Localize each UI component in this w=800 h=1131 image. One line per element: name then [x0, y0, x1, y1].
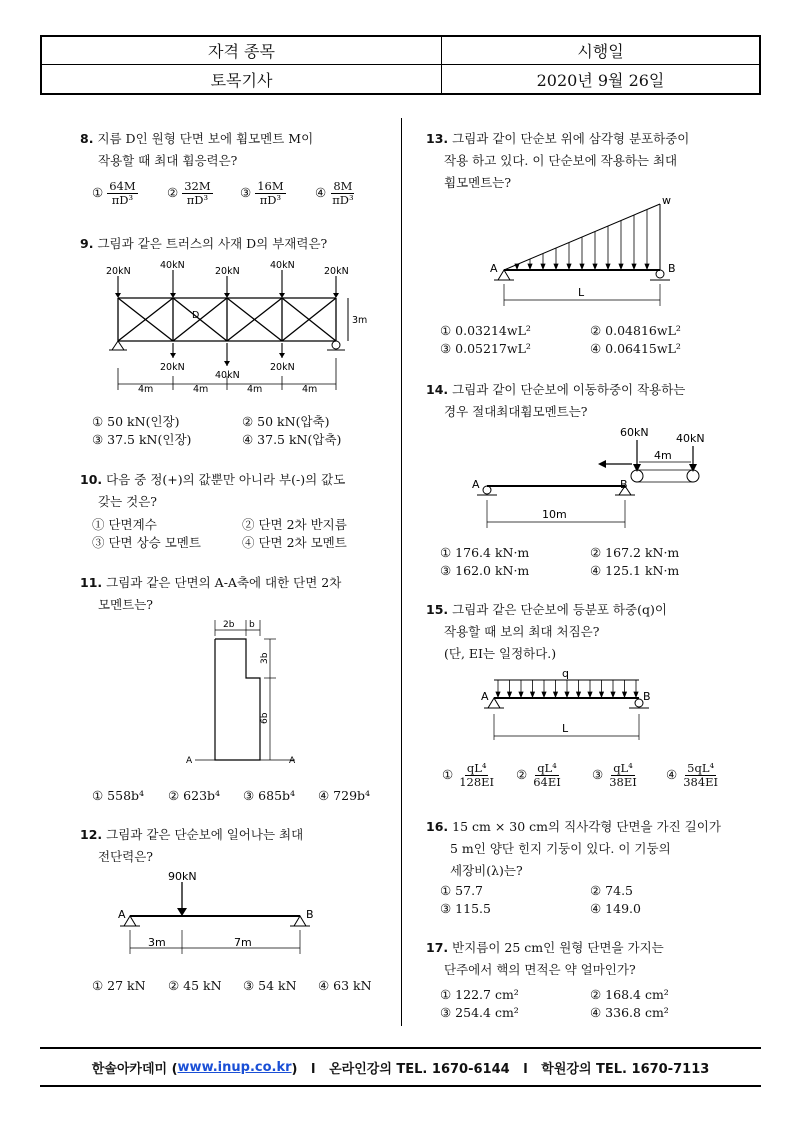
- q13-option-1[interactable]: ① 0.03214wL²: [440, 323, 531, 338]
- denominator: πD³: [332, 193, 354, 207]
- load-arrow-head: [634, 692, 638, 697]
- question-text-line2: 작용할 때 보의 최대 처짐은?: [444, 624, 600, 639]
- section-figure: [180, 612, 310, 770]
- support-a-label: A: [490, 262, 498, 275]
- truss-load-top-5: 20kN: [324, 266, 349, 277]
- question-text: 지름 D인 원형 단면 보에 휨모멘트 M이: [97, 131, 314, 146]
- udl-beam-figure: [476, 666, 666, 746]
- load-arrow-head: [606, 264, 610, 269]
- q13-option-3[interactable]: ③ 0.05217wL²: [440, 341, 531, 356]
- load-60kn-label: 60kN: [620, 426, 649, 439]
- axis-label-left: A: [186, 756, 193, 766]
- q12-option-3[interactable]: ③ 54 kN: [243, 978, 297, 993]
- load-arrow-head: [580, 264, 584, 269]
- q15-option-4[interactable]: [666, 762, 720, 789]
- q8-option-1[interactable]: [92, 180, 138, 207]
- question-text-line2: 작용할 때 최대 휨응력은?: [98, 153, 238, 168]
- direction-arrow-icon: [598, 460, 606, 468]
- load-arrow-head: [567, 264, 571, 269]
- gap-label: 4m: [654, 449, 672, 462]
- q14-option-4[interactable]: ④ 125.1 kN·m: [590, 563, 680, 578]
- q13-option-2[interactable]: ② 0.04816wL²: [590, 323, 681, 338]
- q16-option-3[interactable]: ③ 115.5: [440, 901, 491, 916]
- span-label: 10m: [542, 508, 567, 521]
- denominator: 38EI: [609, 775, 637, 789]
- header-col2-label: 시행일: [577, 42, 624, 61]
- question-9: [80, 233, 390, 255]
- question-text-line2: 전단력은?: [98, 849, 154, 864]
- question-text-line2: 작용 하고 있다. 이 단순보에 작용하는 최대: [444, 153, 678, 168]
- load-arrow-head: [531, 692, 535, 697]
- q17-option-1[interactable]: ① 122.7 cm²: [440, 987, 519, 1002]
- truss-load-top-4: 40kN: [270, 260, 295, 271]
- truss-load-bottom-1: 20kN: [160, 362, 185, 373]
- question-text-line2: 5 m인 양단 힌지 기둥이 있다. 이 기둥의: [450, 841, 671, 856]
- q10-option-3[interactable]: ③ 단면 상승 모멘트: [92, 535, 201, 550]
- load-40kn-label: 40kN: [676, 432, 705, 445]
- option-mark: ③: [240, 185, 252, 200]
- q14-option-1[interactable]: ① 176.4 kN·m: [440, 545, 530, 560]
- width-label-2b: 2b: [223, 620, 235, 630]
- question-text: 그림과 같은 단순보에 등분포 하중(q)이: [452, 602, 667, 617]
- q14-option-3[interactable]: ③ 162.0 kN·m: [440, 563, 530, 578]
- pin-support-icon: [112, 341, 124, 350]
- q16-option-1[interactable]: ① 57.7: [440, 883, 484, 898]
- support-a-label: A: [118, 908, 126, 921]
- q15-option-2[interactable]: [516, 762, 563, 789]
- question-14: [426, 379, 756, 423]
- numerator: qL⁴: [613, 761, 633, 775]
- q16-option-2[interactable]: ② 74.5: [590, 883, 634, 898]
- footer-academy: 한솔아카데미 (: [91, 1061, 178, 1077]
- q17-option-3[interactable]: ③ 254.4 cm²: [440, 1005, 519, 1020]
- question-text: 그림과 같이 단순보에 이동하중이 작용하는: [452, 382, 686, 397]
- q16-option-4[interactable]: ④ 149.0: [590, 901, 641, 916]
- fraction: [330, 180, 355, 207]
- q8-option-2[interactable]: [167, 180, 213, 207]
- pin-support-icon: [483, 486, 491, 494]
- fraction: [255, 180, 285, 207]
- span-label: L: [578, 286, 585, 299]
- denominator: πD³: [186, 193, 209, 207]
- q17-option-2[interactable]: ② 168.4 cm²: [590, 987, 669, 1002]
- question-text-line2: 갖는 것은?: [98, 494, 157, 509]
- q11-option-4[interactable]: ④ 729b⁴: [318, 788, 371, 803]
- triangular-load-figure: [482, 190, 692, 312]
- question-number: 8.: [80, 131, 94, 146]
- header-date: 2020년 9월 26일: [536, 70, 665, 90]
- roller-support-icon: [635, 699, 643, 707]
- question-text: 그림과 같은 트러스의 사재 D의 부재력은?: [97, 236, 328, 251]
- q10-option-1[interactable]: ① 단면계수: [92, 517, 157, 532]
- option-mark: ④: [666, 767, 678, 782]
- width-label-b: b: [249, 620, 255, 630]
- question-number: 16.: [426, 819, 449, 834]
- truss-span-4: 4m: [302, 384, 318, 395]
- option-mark: ②: [167, 185, 179, 200]
- truss-figure: [90, 258, 380, 398]
- question-text: 그림과 같은 단순보에 일어나는 최대: [106, 827, 304, 842]
- q9-option-3[interactable]: ③ 37.5 kN(인장): [92, 432, 192, 447]
- header-subject: 토목기사: [210, 70, 273, 90]
- fraction: [457, 762, 496, 789]
- question-text-line2: 모멘트는?: [98, 597, 154, 612]
- distance-3m: 3m: [148, 936, 166, 949]
- numerator: 32M: [184, 179, 211, 193]
- truss-span-1: 4m: [138, 384, 154, 395]
- load-arrow-head: [600, 692, 604, 697]
- denominator: 384EI: [683, 775, 719, 789]
- support-b-label: B: [668, 262, 676, 275]
- q10-option-2[interactable]: ② 단면 2차 반지름: [242, 517, 347, 532]
- hinge-support-icon: [294, 916, 306, 926]
- question-15: [426, 599, 756, 665]
- option-mark: ①: [92, 185, 104, 200]
- load-arrow-head: [541, 264, 545, 269]
- numerator: 64M: [109, 179, 136, 193]
- question-number: 17.: [426, 940, 449, 955]
- option-mark: ④: [315, 185, 327, 200]
- question-text: 다음 중 정(+)의 값뿐만 아니라 부(-)의 값도: [106, 472, 346, 487]
- question-text: 그림과 같은 단면의 A-A축에 대한 단면 2차: [106, 575, 342, 590]
- q9-option-1[interactable]: ① 50 kN(인장): [92, 414, 180, 429]
- header-col1-label: 자격 종목: [208, 42, 275, 61]
- load-arrow-head: [577, 692, 581, 697]
- q14-option-2[interactable]: ② 167.2 kN·m: [590, 545, 680, 560]
- question-10: [80, 469, 390, 513]
- span-label: L: [562, 722, 569, 735]
- column-separator: [401, 118, 402, 1026]
- question-number: 13.: [426, 131, 449, 146]
- q13-option-4[interactable]: ④ 0.06415wL²: [590, 341, 681, 356]
- load-arrow-head: [508, 692, 512, 697]
- q12-option-2[interactable]: ② 45 kN: [168, 978, 222, 993]
- roller-support-icon: [332, 341, 340, 349]
- numerator: 8M: [333, 179, 353, 193]
- footer-website-link[interactable]: www.inup.co.kr: [177, 1059, 292, 1075]
- load-arrow-head: [611, 692, 615, 697]
- load-arrow-head: [496, 692, 500, 697]
- distributed-load-arrows: [496, 680, 638, 697]
- question-13: [426, 128, 756, 194]
- load-w-label: w: [662, 194, 671, 207]
- question-8: [80, 128, 390, 172]
- truss-member-label: D: [192, 310, 200, 321]
- question-number: 11.: [80, 575, 103, 590]
- truss-load-top-2: 40kN: [160, 260, 185, 271]
- truss-load-bottom-3: 20kN: [270, 362, 295, 373]
- load-arrow-head: [588, 692, 592, 697]
- fraction: [107, 180, 137, 207]
- numerator: qL⁴: [537, 761, 557, 775]
- q11-option-3[interactable]: ③ 685b⁴: [243, 788, 296, 803]
- section-outline: [215, 639, 260, 760]
- load-arrow-head: [565, 692, 569, 697]
- load-arrow-head: [645, 264, 649, 269]
- load-arrow-head: [542, 692, 546, 697]
- point-load-arrow-icon: [177, 908, 187, 916]
- support-b-label: B: [643, 690, 651, 703]
- q9-option-2[interactable]: ② 50 kN(압축): [242, 414, 330, 429]
- load-arrow-head: [554, 264, 558, 269]
- numerator: 5qL⁴: [687, 761, 715, 775]
- fraction: [681, 762, 720, 789]
- load-arrow-head: [623, 692, 627, 697]
- q11-option-2[interactable]: ② 623b⁴: [168, 788, 221, 803]
- q9-option-4[interactable]: ④ 37.5 kN(압축): [242, 432, 342, 447]
- distributed-load-arrows: [515, 210, 649, 270]
- truss-load-bottom-2: 40kN: [215, 370, 240, 381]
- fraction: [531, 762, 563, 789]
- truss-height-label: 3m: [352, 315, 368, 326]
- option-mark: ③: [592, 767, 604, 782]
- question-number: 15.: [426, 602, 449, 617]
- question-text: 반지름이 25 cm인 원형 단면을 가지는: [452, 940, 664, 955]
- load-label: 90kN: [168, 870, 197, 883]
- support-a-label: A: [481, 690, 489, 703]
- numerator: qL⁴: [466, 761, 487, 775]
- truss-load-top-3: 20kN: [215, 266, 240, 277]
- footer-contact: ) l 온라인강의 TEL. 1670-6144 l 학원강의 TEL. 1670-7113: [291, 1061, 710, 1077]
- load-arrow-head: [519, 692, 523, 697]
- distance-7m: 7m: [234, 936, 252, 949]
- question-number: 14.: [426, 382, 449, 397]
- question-17: [426, 937, 756, 981]
- load-arrow-head: [515, 264, 519, 269]
- truss-span-3: 4m: [247, 384, 263, 395]
- support-b-label: B: [620, 478, 628, 491]
- support-a-label: A: [472, 478, 480, 491]
- load-arrow-head: [632, 264, 636, 269]
- option-mark: ②: [516, 767, 528, 782]
- denominator: 128EI: [459, 775, 495, 789]
- q15-option-3[interactable]: [592, 762, 639, 789]
- fraction: [182, 180, 212, 207]
- question-text-line3: 세장비(λ)는?: [450, 863, 523, 878]
- question-text: 그림과 같이 단순보 위에 삼각형 분포하중이: [452, 131, 690, 146]
- denominator: πD³: [111, 193, 134, 207]
- q10-option-4[interactable]: ④ 단면 2차 모멘트: [242, 535, 347, 550]
- load-arrow-head: [528, 264, 532, 269]
- question-text-line2: 단주에서 핵의 면적은 약 얼마인가?: [444, 962, 636, 977]
- load-q-label: q: [562, 667, 569, 680]
- question-11: [80, 572, 390, 616]
- q12-option-4[interactable]: ④ 63 kN: [318, 978, 372, 993]
- footer-bar: [40, 1047, 761, 1087]
- moving-load-figure: [462, 422, 722, 534]
- load-arrow-head: [593, 264, 597, 269]
- question-number: 10.: [80, 472, 103, 487]
- pin-support-icon: [488, 698, 500, 708]
- beam-point-load-figure: [110, 868, 330, 960]
- q15-option-1[interactable]: [442, 762, 496, 789]
- denominator: 64EI: [533, 775, 561, 789]
- question-number: 12.: [80, 827, 103, 842]
- q12-option-1[interactable]: ① 27 kN: [92, 978, 146, 993]
- pin-support-icon: [124, 916, 136, 926]
- load-arrow-head: [554, 692, 558, 697]
- option-mark: ①: [442, 767, 454, 782]
- truss-load-top-1: 20kN: [106, 266, 131, 277]
- q8-option-3[interactable]: [240, 180, 286, 207]
- question-text-line2: 경우 절대최대휨모멘트는?: [444, 404, 588, 419]
- height-label-6b: 6b: [260, 712, 270, 724]
- fraction: [607, 762, 639, 789]
- question-text: 15 cm × 30 cm의 직사각형 단면을 가진 길이가: [452, 819, 721, 834]
- height-label-3b: 3b: [260, 652, 270, 664]
- pin-support-icon: [498, 270, 510, 280]
- question-12: [80, 824, 390, 868]
- header-table: [40, 35, 761, 95]
- question-16: [426, 816, 766, 882]
- roller-support-icon: [656, 270, 664, 278]
- question-text-line3: (단, EI는 일정하다.): [444, 646, 557, 661]
- question-number: 9.: [80, 236, 94, 251]
- q11-option-1[interactable]: ① 558b⁴: [92, 788, 145, 803]
- q17-option-4[interactable]: ④ 336.8 cm²: [590, 1005, 669, 1020]
- support-b-label: B: [306, 908, 314, 921]
- question-text-line3: 휨모멘트는?: [444, 175, 512, 190]
- numerator: 16M: [257, 179, 284, 193]
- q8-option-4[interactable]: [315, 180, 356, 207]
- axis-label-right: A: [289, 756, 296, 766]
- truss-span-2: 4m: [193, 384, 209, 395]
- load-arrow-head: [619, 264, 623, 269]
- denominator: πD³: [259, 193, 282, 207]
